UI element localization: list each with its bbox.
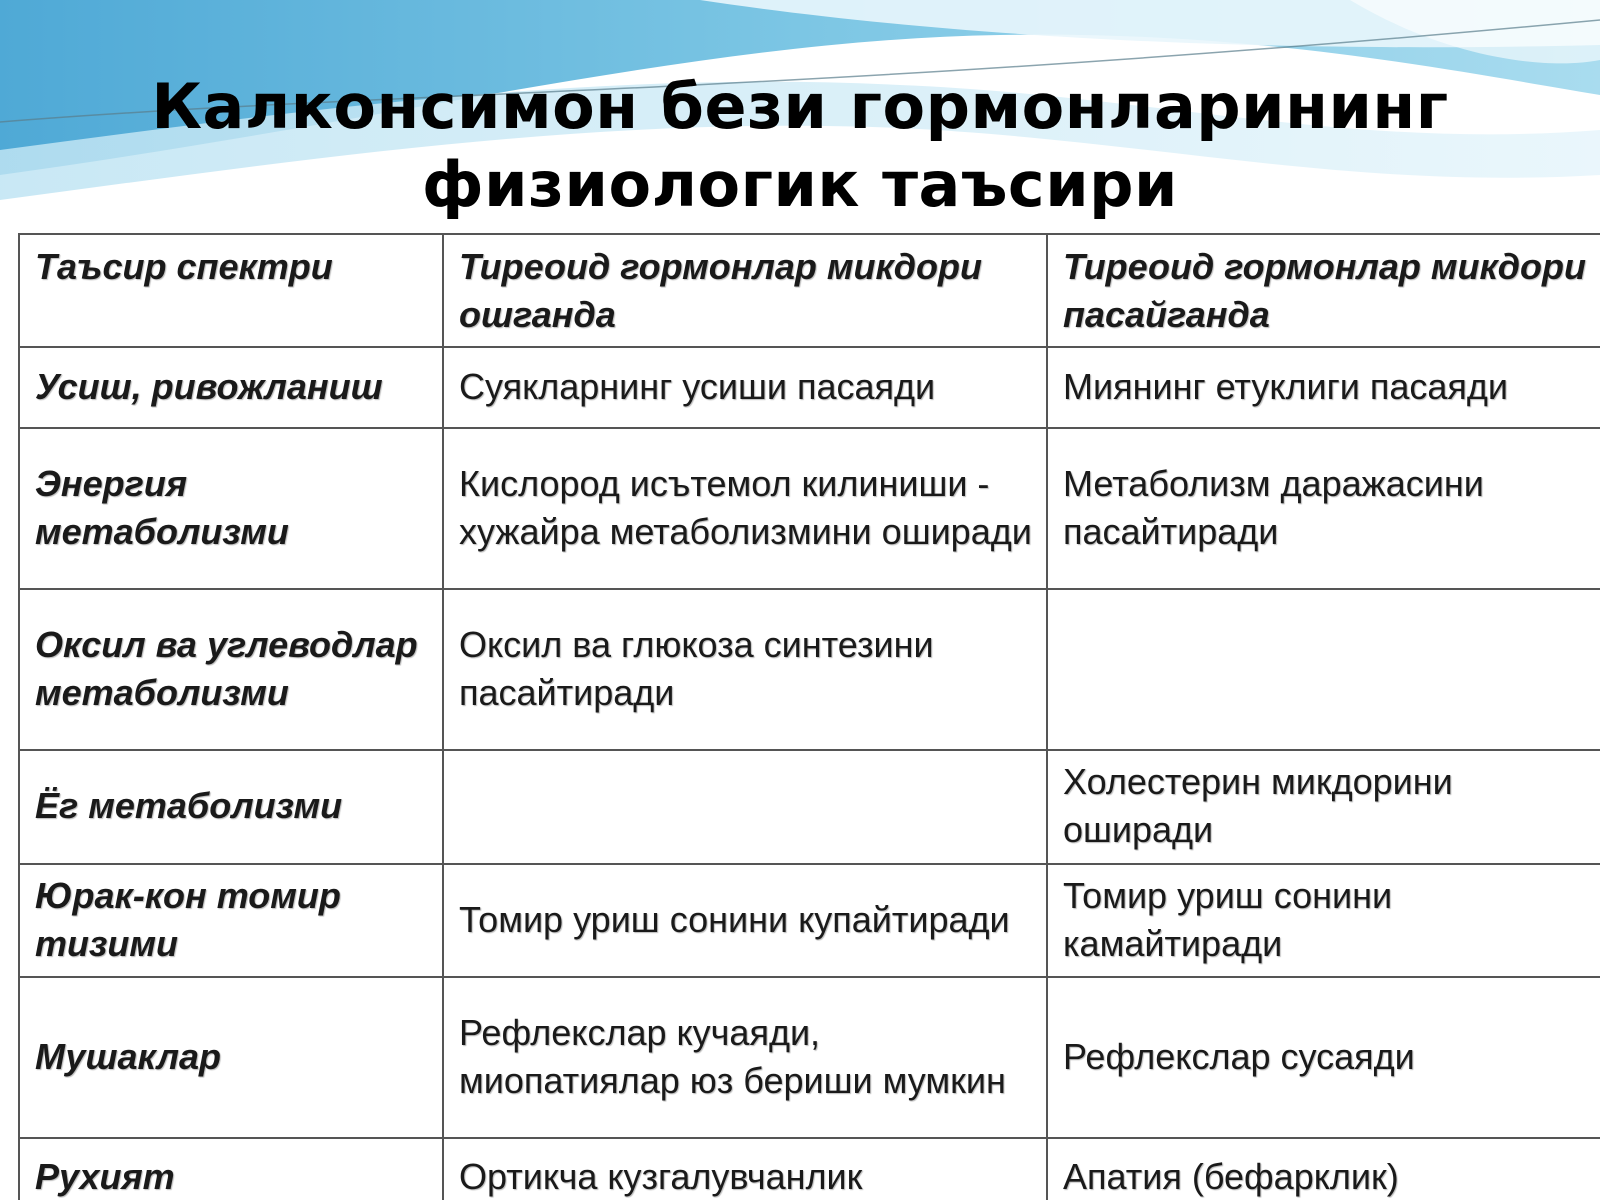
page-title bbox=[0, 68, 1600, 224]
table-row bbox=[19, 589, 1600, 750]
increased-cell: Оксил ва глюкоза синтезини пасайтиради bbox=[443, 589, 1047, 750]
category-cell: Мушаклар bbox=[19, 977, 443, 1138]
table-row bbox=[19, 1138, 1600, 1200]
header-cell: Тиреоид гормонлар микдори пасайганда bbox=[1047, 234, 1600, 347]
header-cell: Тиреоид гормонлар микдори ошганда bbox=[443, 234, 1047, 347]
header-row bbox=[19, 234, 1600, 347]
increased-cell: Ортикча кузгалувчанлик bbox=[443, 1138, 1047, 1200]
category-cell: Рухият bbox=[19, 1138, 443, 1200]
category-cell: Ёг метаболизми bbox=[19, 750, 443, 864]
category-cell: Усиш, ривожланиш bbox=[19, 347, 443, 428]
decreased-cell: Холестерин микдорини оширади bbox=[1047, 750, 1600, 864]
increased-cell: Томир уриш сонини купайтиради bbox=[443, 864, 1047, 977]
increased-cell bbox=[443, 750, 1047, 864]
title-line-1: Калконсимон бези гормонларининг bbox=[151, 70, 1449, 143]
header-cell: Таъсир спектри bbox=[19, 234, 443, 347]
table-row bbox=[19, 347, 1600, 428]
decreased-cell: Метаболизм даражасини пасайтиради bbox=[1047, 428, 1600, 589]
title-line-2: физиологик таъсири bbox=[422, 148, 1178, 221]
table-row bbox=[19, 977, 1600, 1138]
category-cell: Энергия метаболизми bbox=[19, 428, 443, 589]
category-cell: Оксил ва углеводлар метаболизми bbox=[19, 589, 443, 750]
decreased-cell bbox=[1047, 589, 1600, 750]
decreased-cell: Томир уриш сонини камайтиради bbox=[1047, 864, 1600, 977]
decreased-cell: Рефлекслар сусаяди bbox=[1047, 977, 1600, 1138]
table-row bbox=[19, 864, 1600, 977]
decreased-cell: Апатия (бефарклик) bbox=[1047, 1138, 1600, 1200]
table-row bbox=[19, 750, 1600, 864]
increased-cell: Рефлекслар кучаяди, миопатиялар юз бериши мумкин bbox=[443, 977, 1047, 1138]
increased-cell: Суякларнинг усиши пасаяди bbox=[443, 347, 1047, 428]
increased-cell: Кислород исътемол килиниши - хужайра метаболизмини оширади bbox=[443, 428, 1047, 589]
table-row bbox=[19, 428, 1600, 589]
decreased-cell: Миянинг етуклиги пасаяди bbox=[1047, 347, 1600, 428]
effects-table bbox=[18, 233, 1600, 1200]
category-cell: Юрак-кон томир тизими bbox=[19, 864, 443, 977]
